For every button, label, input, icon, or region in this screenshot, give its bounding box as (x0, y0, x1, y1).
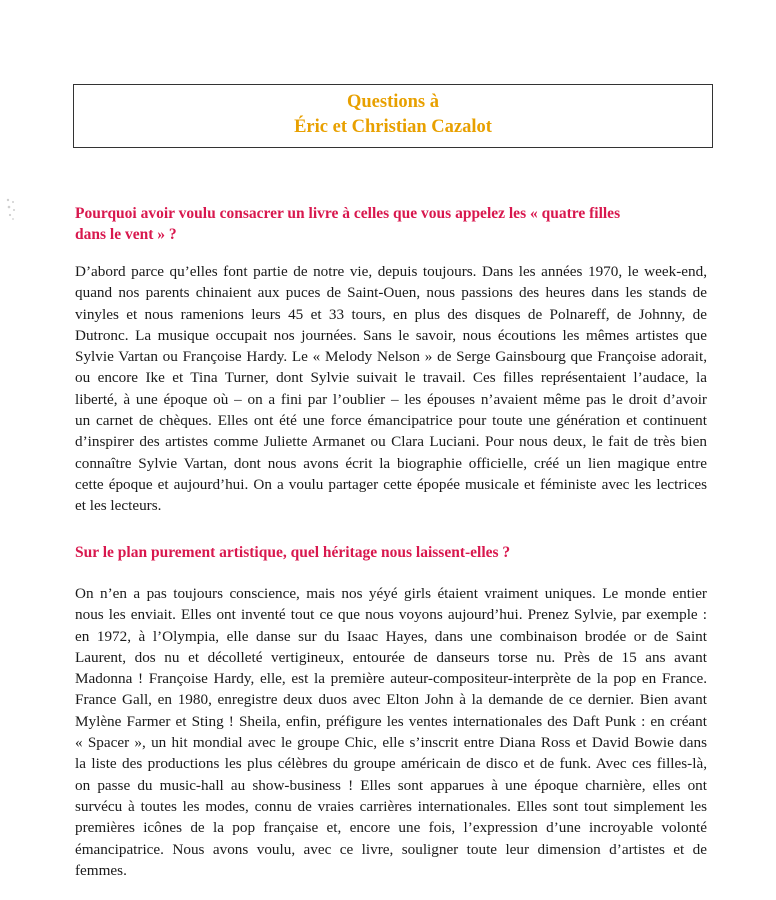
answer-2-line: On n’en a pas toujours conscience, mais nos yéyé girls étaient vraiment uniques. Le monde entier (75, 585, 707, 602)
answer-1-line: et les lecteurs. (75, 497, 162, 515)
answer-1-line: connaître Sylvie Vartan, dont nous avons écrit la biographie officielle, créé un lien magique entre (75, 454, 707, 472)
answer-1-line: liberté, à une époque où – on a fini par l’oublier – les épouses n’avaient même pas le droit d’avoir (75, 390, 707, 408)
answer-1-line: vinyles et nous ramenions leurs 45 et 33 tours, en plus des disques de Polnareff, de Johnny, de (75, 305, 707, 323)
answer-2 (75, 583, 707, 881)
answer-2-line: « Spacer », un hit mondial avec le groupe Chic, elle s’inscrit entre Diana Ross et David Bowie dans (75, 734, 707, 752)
title-line-1: Questions à (346, 92, 439, 112)
question-1 (75, 203, 715, 245)
answer-1-line: Sylvie Vartan ou Françoise Hardy. Le « Melody Nelson » de Serge Gainsbourg que Françoise adorait, (75, 348, 707, 366)
answer-2-line: survécu à toutes les modes, connu de vraies carrières internationales. Elles sont tout simplement les (75, 797, 707, 815)
answer-2-line: Laurent, dos nu et décolleté vertigineux, entourée de danseurs torse nu. Près de 15 ans avant (75, 648, 707, 666)
answer-2-line: France Gall, en 1980, enregistre deux duos avec Elton John à la demande de ce dernier. Bien avant (75, 691, 707, 709)
question-2 (75, 542, 715, 563)
answer-2-line: la liste des productions les plus célèbres du groupe américain de disco et de funk. Avec ces filles-là, (75, 755, 707, 773)
title-line-2: Éric et Christian Cazalot (294, 117, 492, 137)
answer-2-line: premières icônes de la pop française et, encore une fois, l’expression d’une incroyable volonté (75, 819, 707, 837)
answer-1 (75, 261, 707, 517)
answer-1-line: D’abord parce qu’elles font partie de notre vie, depuis toujours. Dans les années 1970, le week-end, (75, 263, 707, 280)
answer-1-line: un carnet de chèques. Elles ont été une force émancipatrice pour toute une génération et continuent (75, 412, 707, 430)
scan-artifact (4, 196, 18, 222)
answer-1-line: Dutronc. La musique occupait nos journées. Sans le savoir, nous écoutions les mêmes artistes que (75, 326, 707, 344)
answer-1-line: d’inspirer des artistes comme Juliette Armanet ou Clara Luciani. Pour nous deux, le fait de très bien (75, 433, 707, 451)
answer-2-line: femmes. (75, 861, 127, 879)
answer-2-line: Mylène Farmer et Sting ! Sheila, enfin, préfigure les ventes internationales des Daft Punk : en créant (75, 712, 707, 730)
answer-2-line: Madonna ! Françoise Hardy, elle, est la première auteur-compositeur-interprète de la pop en France. (75, 670, 707, 688)
answer-2-line: en 1972, à l’Olympia, elle danse sur du Isaac Hayes, dans une combinaison brodée or de Saint (75, 627, 707, 645)
answer-2-line: on passe du music-hall au show-business ! Elles sont apparues à une époque charnière, elles ont (75, 776, 707, 794)
answer-1-line: quand nos parents chinaient aux puces de Saint-Ouen, nous passions des heures dans les stands de (75, 284, 707, 302)
question-2-line-1: Sur le plan purement artistique, quel héritage nous laissent-elles ? (75, 544, 511, 561)
answer-2-line: émancipatrice. Nous avons voulu, avec ce livre, souligner toute leur dimension d’artistes et de (75, 840, 707, 858)
answer-1-line: cette époque et aujourd’hui. On a voulu partager cette épopée musicale et féministe avec les lectrices (75, 475, 707, 493)
question-1-line-1: Pourquoi avoir voulu consacrer un livre à celles que vous appelez les « quatre filles (75, 205, 621, 222)
answer-2-line: nous les enviait. Elles ont inventé tout ce que nous voyons aujourd’hui. Prenez Sylvie, par exemple : (75, 606, 707, 624)
question-1-line-2: dans le vent » ? (75, 226, 177, 243)
title-box (73, 84, 713, 148)
answer-1-line: ou encore Ike et Tina Turner, dont Sylvie suivait le travail. Ces filles représentaient l’audace, la (75, 369, 707, 387)
